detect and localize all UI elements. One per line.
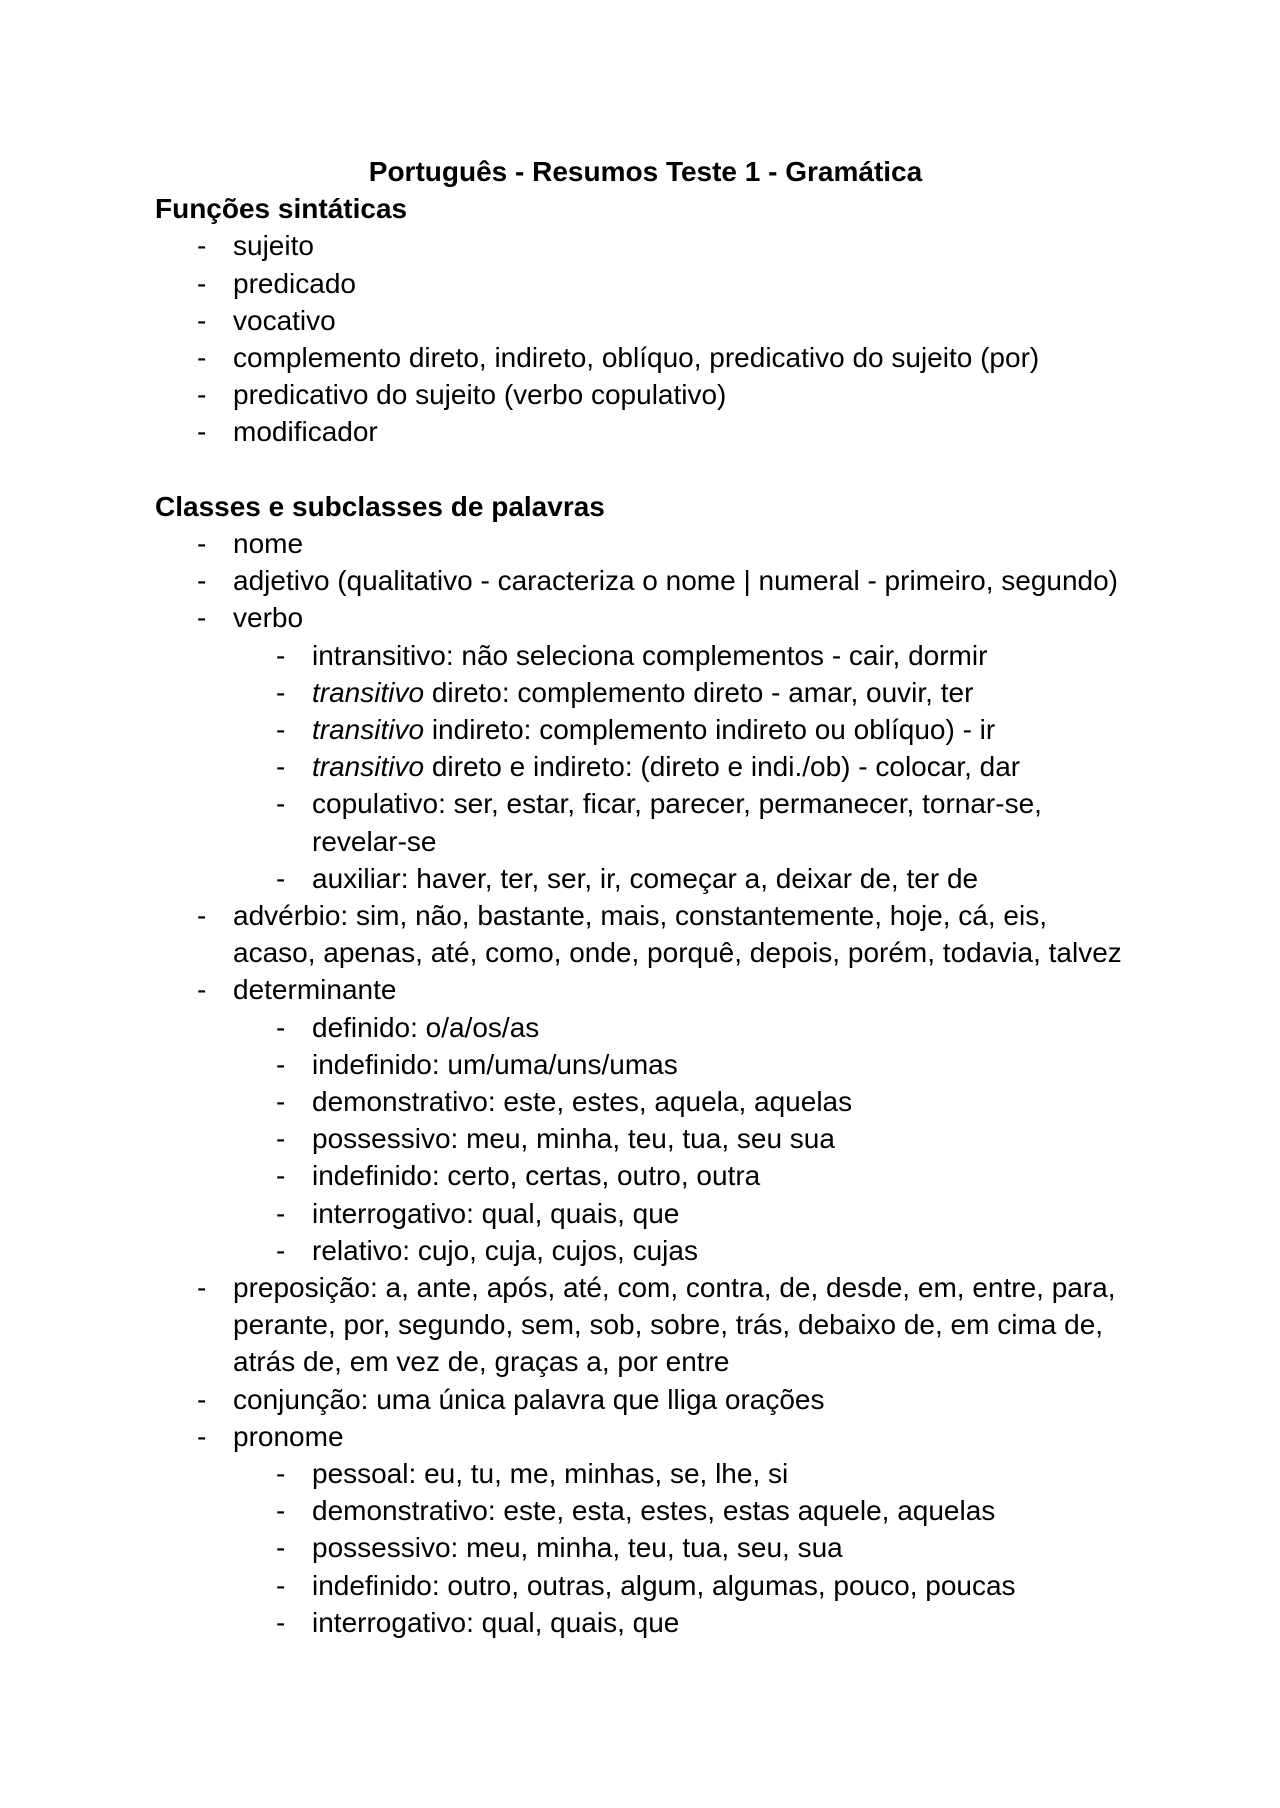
list-marker: - [276, 1606, 286, 1638]
list-marker: - [276, 1086, 286, 1118]
sub-list-item [155, 711, 1136, 748]
list-item-text: preposição: a, ante, após, até, com, contra, de, desde, em, entre, para, [233, 1272, 1116, 1304]
list-marker: - [197, 304, 207, 336]
list-item-text [312, 748, 1136, 785]
list-item [155, 525, 1136, 562]
list-item-text: vocativo [233, 304, 336, 336]
list-item-text: indefinido: um/uma/uns/umas [312, 1048, 678, 1080]
sub-list-item [155, 1083, 1136, 1120]
list-item-text: conjunção: uma única palavra que lliga orações [233, 1383, 825, 1415]
list-item-text: adjetivo (qualitativo - caracteriza o nome | numeral - primeiro, segundo) [233, 565, 1119, 597]
list-marker: - [197, 1383, 207, 1415]
sub-list-item [155, 1046, 1136, 1083]
list-marker: - [197, 527, 207, 559]
list-item [155, 413, 1136, 450]
list-marker: - [197, 565, 207, 597]
list-item [155, 339, 1136, 376]
list-item-rest: indireto: complemento indireto ou oblíquo) - ir [424, 713, 996, 745]
list-marker: - [276, 713, 286, 745]
list-marker: - [276, 1197, 286, 1229]
sub-list-item [155, 1529, 1136, 1566]
list-item-text: verbo [233, 602, 304, 634]
list-item-text-continuation: atrás de, em vez de, graças a, por entre [233, 1346, 730, 1378]
list-item [155, 599, 1136, 636]
list-item [155, 1418, 1136, 1455]
list-item-text: interrogativo: qual, quais, que [312, 1606, 680, 1638]
list-marker: - [276, 788, 286, 820]
list-marker: - [197, 230, 207, 262]
sub-list-item [155, 637, 1136, 674]
sub-list-item [155, 1120, 1136, 1157]
list-item-text [312, 711, 1136, 748]
italic-term: transitivo [312, 676, 425, 708]
list-item-text: relativo: cujo, cuja, cujos, cujas [312, 1234, 698, 1266]
list-item [155, 1381, 1136, 1418]
document-body [155, 153, 1136, 1641]
list-marker: - [276, 1569, 286, 1601]
italic-term: transitivo [312, 751, 425, 783]
list-marker: - [276, 676, 286, 708]
list-item-rest: direto: complemento direto - amar, ouvir, ter [424, 676, 974, 708]
list-item-text: pronome [233, 1420, 344, 1452]
list-marker: - [197, 974, 207, 1006]
list-item-text-continuation: revelar-se [312, 825, 437, 857]
list-item-text: complemento direto, indireto, oblíquo, predicativo do sujeito (por) [233, 341, 1040, 373]
sub-list-item [155, 1604, 1136, 1641]
sub-list-item [155, 1567, 1136, 1604]
list-item-text: demonstrativo: este, esta, estes, estas aquele, aquelas [312, 1495, 996, 1527]
list-item-text: possessivo: meu, minha, teu, tua, seu sua [312, 1123, 835, 1155]
list-marker: - [197, 900, 207, 931]
section-heading: Classes e subclasses de palavras [155, 490, 605, 522]
list-item [155, 971, 1136, 1008]
sub-list-item [155, 785, 1136, 859]
list-marker: - [276, 1160, 286, 1192]
list-item-text: nome [233, 527, 304, 559]
sub-list-item [155, 1492, 1136, 1529]
list-item-text: demonstrativo: este, estes, aquela, aquelas [312, 1086, 853, 1118]
list-marker: - [197, 416, 207, 448]
list-item-text: copulativo: ser, estar, ficar, parecer, permanecer, tornar-se, [312, 788, 1042, 820]
list-item-text-continuation: perante, por, segundo, sem, sob, sobre, trás, debaixo de, em cima de, [233, 1309, 1104, 1341]
sub-list-item [155, 1157, 1136, 1194]
list-item-text: indefinido: outro, outras, algum, algumas, pouco, poucas [312, 1569, 1016, 1601]
list-marker: - [197, 1420, 207, 1452]
blank-line [155, 451, 1136, 488]
list-item-text: intransitivo: não seleciona complementos - cair, dormir [312, 639, 988, 671]
list-marker: - [276, 1532, 286, 1564]
list-item-text: determinante [233, 974, 397, 1006]
list-marker: - [276, 1458, 286, 1490]
list-item-text: modificador [233, 416, 378, 448]
italic-term: transitivo [312, 713, 425, 745]
list-item [155, 562, 1136, 599]
list-marker: - [197, 267, 207, 299]
sub-list-item [155, 748, 1136, 785]
list-marker: - [197, 1272, 207, 1304]
list-marker: - [276, 1011, 286, 1043]
list-item-text [312, 674, 1136, 711]
list-item-rest: direto e indireto: (direto e indi./ob) - colocar, dar [424, 751, 1021, 783]
page-title: Português - Resumos Teste 1 - Gramática [368, 156, 923, 187]
list-item [155, 376, 1136, 413]
list-marker: - [276, 1234, 286, 1266]
sub-list-item [155, 674, 1136, 711]
list-marker: - [276, 862, 286, 894]
list-item-text: interrogativo: qual, quais, que [312, 1197, 680, 1229]
sub-list-item [155, 1455, 1136, 1492]
sub-list-item [155, 1195, 1136, 1232]
sub-list-item [155, 1232, 1136, 1269]
list-marker: - [276, 751, 286, 783]
list-marker: - [276, 639, 286, 671]
list-marker: - [276, 1495, 286, 1527]
list-item [155, 265, 1136, 302]
list-item-text: predicado [233, 267, 356, 299]
sub-list-item [155, 1009, 1136, 1046]
list-item-text: indefinido: certo, certas, outro, outra [312, 1160, 761, 1192]
list-item-text: possessivo: meu, minha, teu, tua, seu, sua [312, 1532, 843, 1564]
list-marker: - [276, 1048, 286, 1080]
list-item [155, 897, 1136, 971]
list-item-text: auxiliar: haver, ter, ser, ir, começar a, deixar de, ter de [312, 862, 979, 894]
list-item [155, 227, 1136, 264]
list-item-text: sujeito [233, 230, 314, 262]
list-item [155, 302, 1136, 339]
list-marker: - [197, 379, 207, 411]
sub-list-item [155, 860, 1136, 897]
list-item-text: predicativo do sujeito (verbo copulativo) [233, 379, 727, 411]
list-marker: - [197, 341, 207, 373]
section-heading: Funções sintáticas [155, 193, 408, 225]
list-marker: - [197, 602, 207, 634]
list-item-text: definido: o/a/os/as [312, 1011, 540, 1043]
list-item-text: advérbio: sim, não, bastante, mais, constantemente, hoje, cá, eis, [233, 900, 1047, 931]
list-item [155, 1269, 1136, 1381]
list-item-text: pessoal: eu, tu, me, minhas, se, lhe, si [312, 1458, 789, 1490]
list-item-text-continuation: acaso, apenas, até, como, onde, porquê, depois, porém, todavia, talvez [233, 937, 1122, 969]
list-marker: - [276, 1123, 286, 1155]
